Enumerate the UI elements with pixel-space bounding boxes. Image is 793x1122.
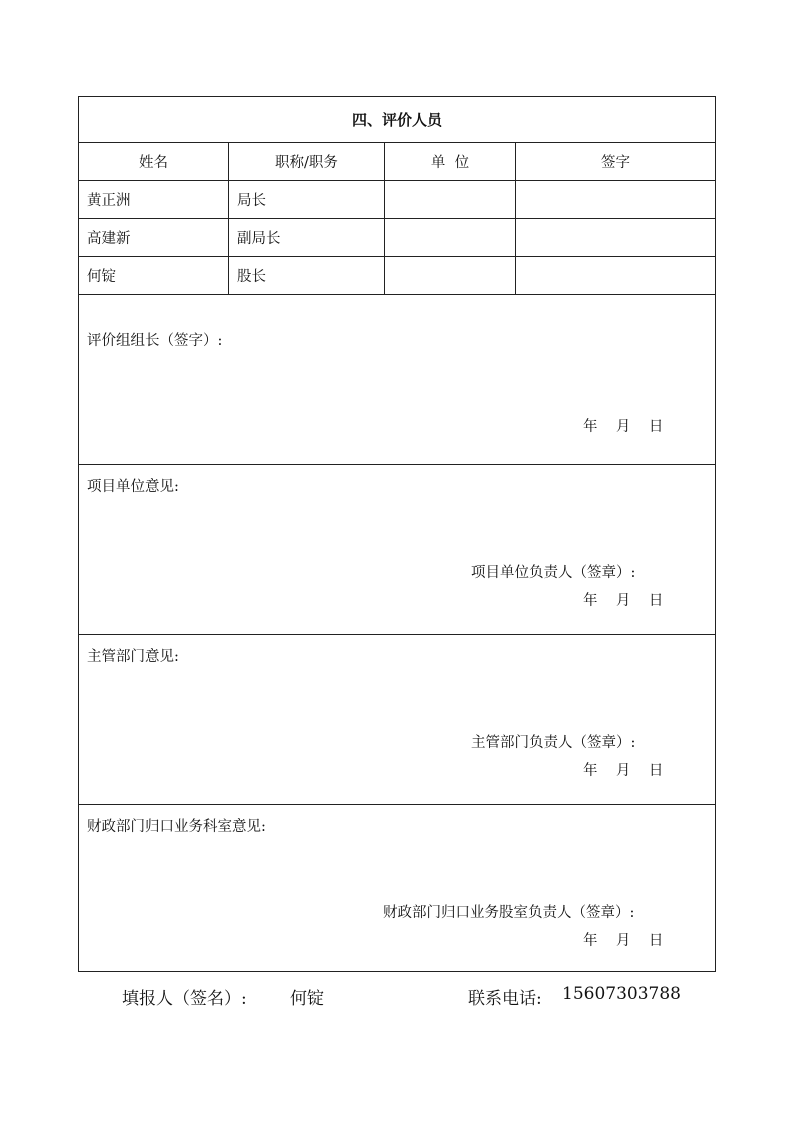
member-position: 股长 [229, 257, 385, 294]
member-signature[interactable] [516, 257, 715, 294]
member-position: 副局长 [229, 219, 385, 256]
table-header-row [79, 143, 715, 181]
phone-number: 15607303788 [562, 984, 681, 1004]
member-signature[interactable] [516, 219, 715, 256]
column-header-name: 姓名 [79, 143, 229, 180]
column-header-signature: 签字 [601, 155, 630, 171]
leader-signature-section[interactable] [79, 295, 715, 465]
finance-opinion-label: 财政部门归口业务科室意见: [87, 819, 266, 835]
table-row [79, 257, 715, 295]
column-header-unit: 单 位 [385, 143, 516, 180]
member-name: 黄正洲 [79, 181, 229, 218]
member-name: 高建新 [79, 219, 229, 256]
leader-date: 年 月 日 [583, 419, 664, 435]
department-signature-label: 主管部门负责人（签章）: [471, 735, 636, 751]
member-signature[interactable] [516, 181, 715, 218]
leader-signature-label: 评价组组长（签字）: [87, 333, 223, 349]
finance-signature-label: 财政部门归口业务股室负责人（签章）: [383, 905, 635, 921]
department-opinion-section[interactable] [79, 635, 715, 805]
department-date: 年 月 日 [583, 763, 664, 779]
member-name: 何锭 [79, 257, 229, 294]
table-row [79, 181, 715, 219]
filler-name: 何锭 [290, 989, 324, 1009]
evaluation-form [78, 96, 716, 972]
table-row [79, 219, 715, 257]
finance-date: 年 月 日 [583, 933, 664, 949]
filler-label: 填报人（签名）: [122, 989, 247, 1009]
column-header-position: 职称/职务 [229, 143, 385, 180]
member-unit[interactable] [385, 219, 516, 256]
project-unit-date: 年 月 日 [583, 593, 664, 609]
department-opinion-label: 主管部门意见: [87, 649, 179, 665]
phone-label: 联系电话: [468, 989, 542, 1009]
project-unit-opinion-label: 项目单位意见: [87, 479, 179, 495]
form-title: 四、评价人员 [79, 97, 715, 143]
member-unit[interactable] [385, 257, 516, 294]
project-unit-signature-label: 项目单位负责人（签章）: [471, 565, 636, 581]
member-position: 局长 [229, 181, 385, 218]
finance-opinion-section[interactable] [79, 805, 715, 971]
project-unit-opinion-section[interactable] [79, 465, 715, 635]
member-unit[interactable] [385, 181, 516, 218]
